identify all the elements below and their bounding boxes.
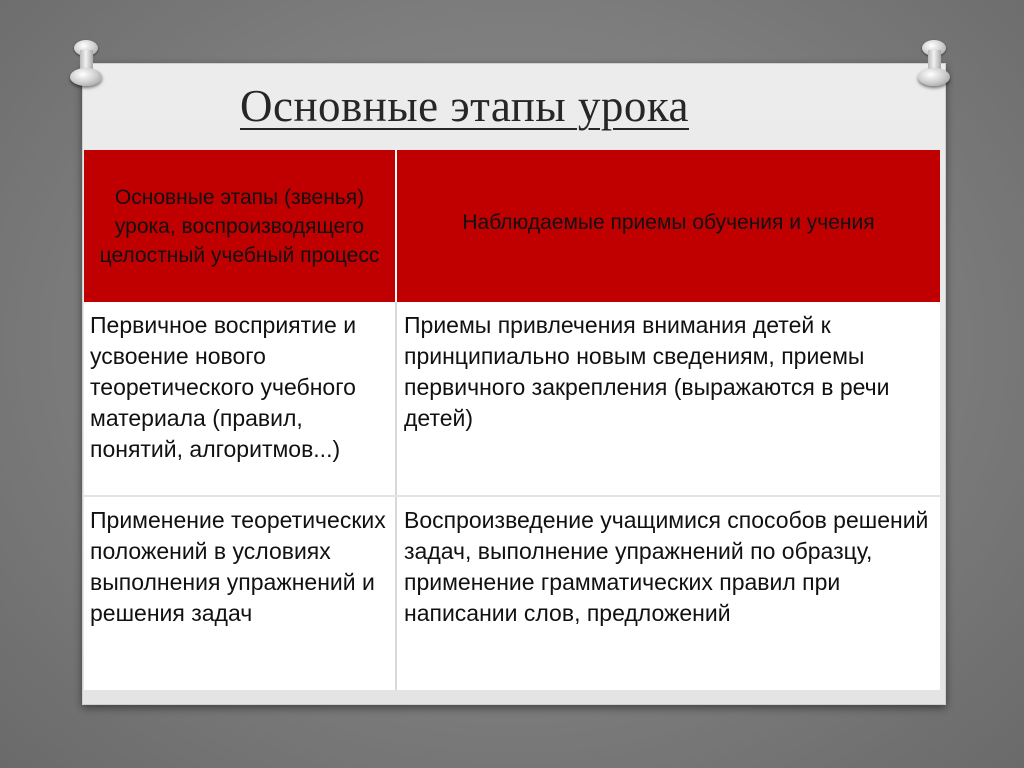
slide-title: Основные этапы урока: [240, 81, 689, 131]
table-header-row: [84, 150, 940, 302]
lesson-stages-table: [84, 150, 940, 690]
header-methods: Наблюдаемые приемы обучения и учения: [396, 150, 940, 302]
methods-cell: Воспроизведение учащимися способов решений задач, выполнение упражнений по образцу, применение грамматических правил при написании слов, предложений: [396, 496, 940, 690]
stage-cell: Применение теоретических положений в условиях выполнения упражнений и решения задач: [84, 496, 396, 690]
pushpin-icon: [918, 40, 952, 86]
stage-cell: Первичное восприятие и усвоение нового теоретического учебного материала (правил, понятий, алгоритмов...): [84, 302, 396, 496]
table-row: [84, 496, 940, 690]
methods-cell: Приемы привлечения внимания детей к принципиально новым сведениям, приемы первичного закрепления (выражаются в речи детей): [396, 302, 940, 496]
table-row: [84, 302, 940, 496]
pushpin-icon: [70, 40, 104, 86]
header-stages: Основные этапы (звенья) урока, воспроизводящего целостный учебный процесс: [84, 150, 396, 302]
